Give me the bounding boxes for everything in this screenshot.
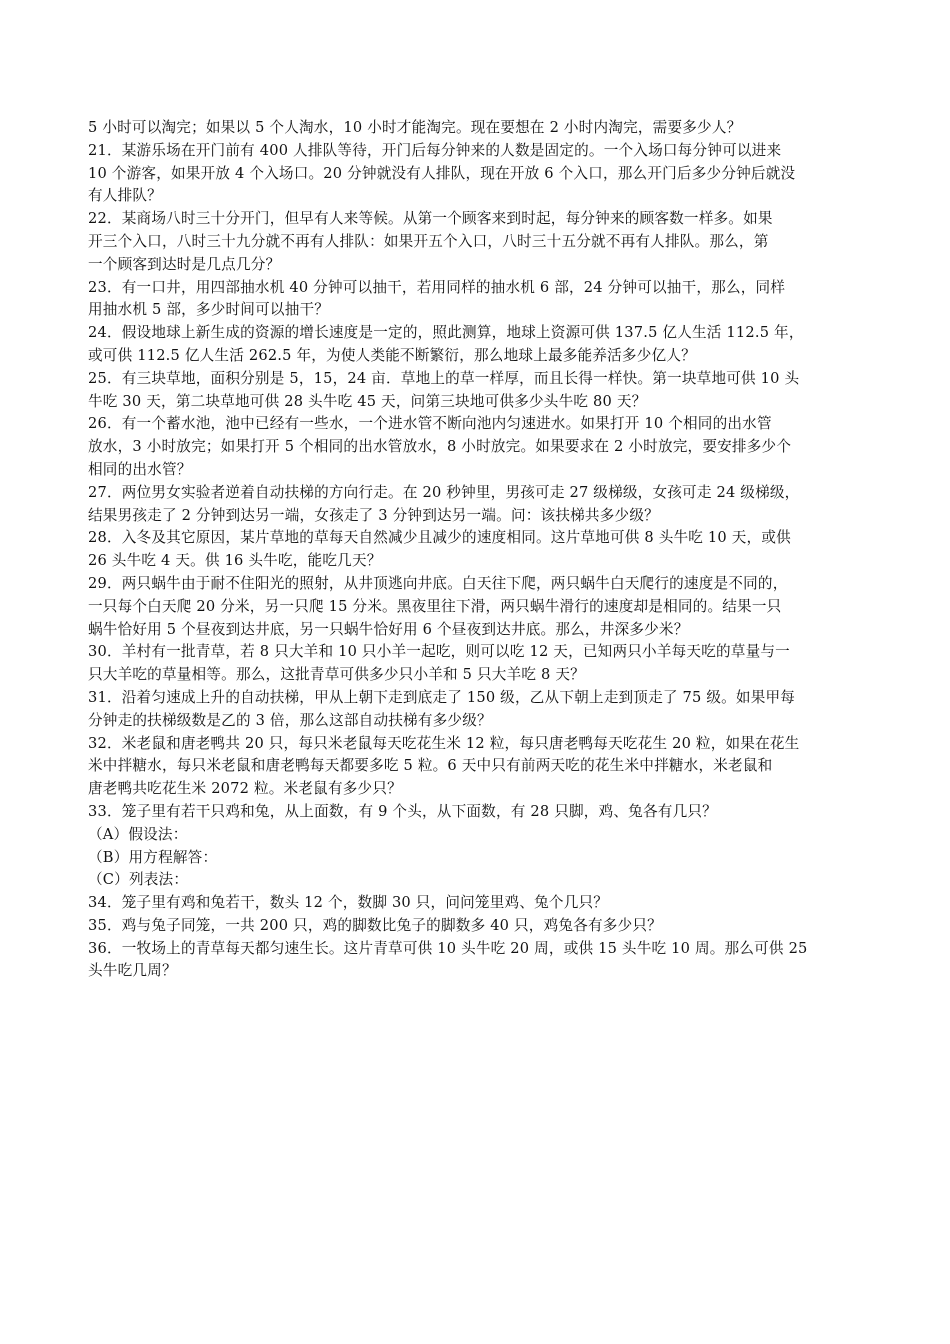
text-line: 一只每个白天爬 20 分米，另一只爬 15 分米。黑夜里往下滑，两只蜗牛滑行的速度却是相同的。结果一只 [88, 597, 782, 615]
text-line: 25．有三块草地，面积分别是 5，15，24 亩．草地上的草一样厚，而且长得一样快。第一块草地可供 10 头 [88, 369, 800, 387]
text-line: 34．笼子里有鸡和兔若干，数头 12 个，数脚 30 只，问问笼里鸡、兔个几只？ [88, 894, 609, 912]
problem-list [88, 117, 888, 983]
text-line: 分钟走的扶梯级数是乙的 3 倍，那么这部自动扶梯有多少级？ [88, 711, 492, 729]
text-line: 或可供 112.5 亿人生活 262.5 年，为使人类能不断繁衍，那么地球上最多能养活多少亿人？ [88, 346, 696, 364]
text-line: 26．有一个蓄水池，池中已经有一些水，一个进水管不断向池内匀速进水。如果打开 10 个相同的出水管 [88, 415, 772, 433]
text-line: 一个顾客到达时是几点几分？ [88, 255, 281, 273]
text-line: 23．有一口井，用四部抽水机 40 分钟可以抽干，若用同样的抽水机 6 部，24 分钟可以抽干，那么，同样 [88, 278, 786, 296]
text-line: 36．一牧场上的青草每天都匀速生长。这片青草可供 10 头牛吃 20 周，或供 15 头牛吃 10 周。那么可供 25 [88, 939, 808, 957]
text-line: 33．笼子里有若干只鸡和兔，从上面数，有 9 个头，从下面数，有 28 只脚，鸡、兔各有几只？ [88, 802, 717, 820]
text-line: 10 个游客，如果开放 4 个入场口。20 分钟就没有人排队，现在开放 6 个入口，那么开门后多少分钟后就没 [88, 164, 796, 182]
text-line: 头牛吃几周？ [88, 962, 177, 980]
text-line: 22．某商场八时三十分开门，但早有人来等候。从第一个顾客来到时起，每分钟来的顾客数一样多。如果 [88, 210, 773, 228]
text-line: 27．两位男女实验者逆着自动扶梯的方向行走。在 20 秒钟里，男孩可走 27 级梯级，女孩可走 24 级梯级， [88, 483, 800, 501]
text-line: 28．入冬及其它原因，某片草地的草每天自然减少且减少的速度相同。这片草地可供 8 头牛吃 10 天，或供 [88, 529, 791, 547]
text-line: 结果男孩走了 2 分钟到达另一端，女孩走了 3 分钟到达另一端。问：该扶梯共多少级？ [88, 506, 659, 524]
text-line: 32．米老鼠和唐老鸭共 20 只，每只米老鼠每天吃花生米 12 粒，每只唐老鸭每天吃花生 20 粒，如果在花生 [88, 734, 800, 752]
text-line: 放水，3 小时放完；如果打开 5 个相同的出水管放水，8 小时放完。如果要求在 2 小时放完，要安排多少个 [88, 438, 792, 456]
text-line: （A）假设法： [88, 825, 188, 843]
text-line: 30．羊村有一批青草，若 8 只大羊和 10 只小羊一起吃，则可以吃 12 天，已知两只小羊每天吃的草量与一 [88, 643, 790, 661]
text-line: 21．某游乐场在开门前有 400 人排队等待，开门后每分钟来的人数是固定的。一个入场口每分钟可以进来 [88, 141, 782, 159]
text-line: （C）列表法： [88, 871, 189, 889]
text-line: 牛吃 30 天，第二块草地可供 28 头牛吃 45 天，问第三块地可供多少头牛吃 80 天？ [88, 392, 647, 410]
text-line: 24．假设地球上新生成的资源的增长速度是一定的，照此测算，地球上资源可供 137.5 亿人生活 112.5 年， [88, 324, 804, 342]
text-line: 29．两只蜗牛由于耐不住阳光的照射，从井顶逃向井底。白天往下爬，两只蜗牛白天爬行的速度是不同的， [88, 574, 788, 592]
text-line: （B）用方程解答： [88, 848, 218, 866]
text-line: 有人排队？ [88, 187, 162, 205]
text-line: 相同的出水管？ [88, 460, 192, 478]
text-line: 只大羊吃的草量相等。那么，这批青草可供多少只小羊和 5 只大羊吃 8 天？ [88, 666, 585, 684]
text-line: 31．沿着匀速成上升的自动扶梯，甲从上朝下走到底走了 150 级，乙从下朝上走到顶走了 75 级。如果甲每 [88, 688, 796, 706]
text-line: 35．鸡与兔子同笼，一共 200 只，鸡的脚数比兔子的脚数多 40 只，鸡兔各有多少只？ [88, 916, 662, 934]
text-line: 开三个入口，八时三十九分就不再有人排队：如果开五个入口，八时三十五分就不再有人排队。那么，第 [88, 232, 769, 250]
text-line: 唐老鸭共吃花生米 2072 粒。米老鼠有多少只？ [88, 780, 402, 798]
text-line: 5 小时可以淘完；如果以 5 个人淘水，10 小时才能淘完。现在要想在 2 小时内淘完，需要多少人？ [88, 119, 742, 136]
text-line: 26 头牛吃 4 天。供 16 头牛吃，能吃几天？ [88, 552, 382, 570]
text-line: 米中拌糖水，每只米老鼠和唐老鸭每天都要多吃 5 粒。6 天中只有前两天吃的花生米中拌糖水，米老鼠和 [88, 757, 773, 775]
text-line: 蜗牛恰好用 5 个昼夜到达井底，另一只蜗牛恰好用 6 个昼夜到达井底。那么，井深多少米？ [88, 620, 689, 638]
text-line: 用抽水机 5 部，多少时间可以抽干？ [88, 301, 330, 319]
